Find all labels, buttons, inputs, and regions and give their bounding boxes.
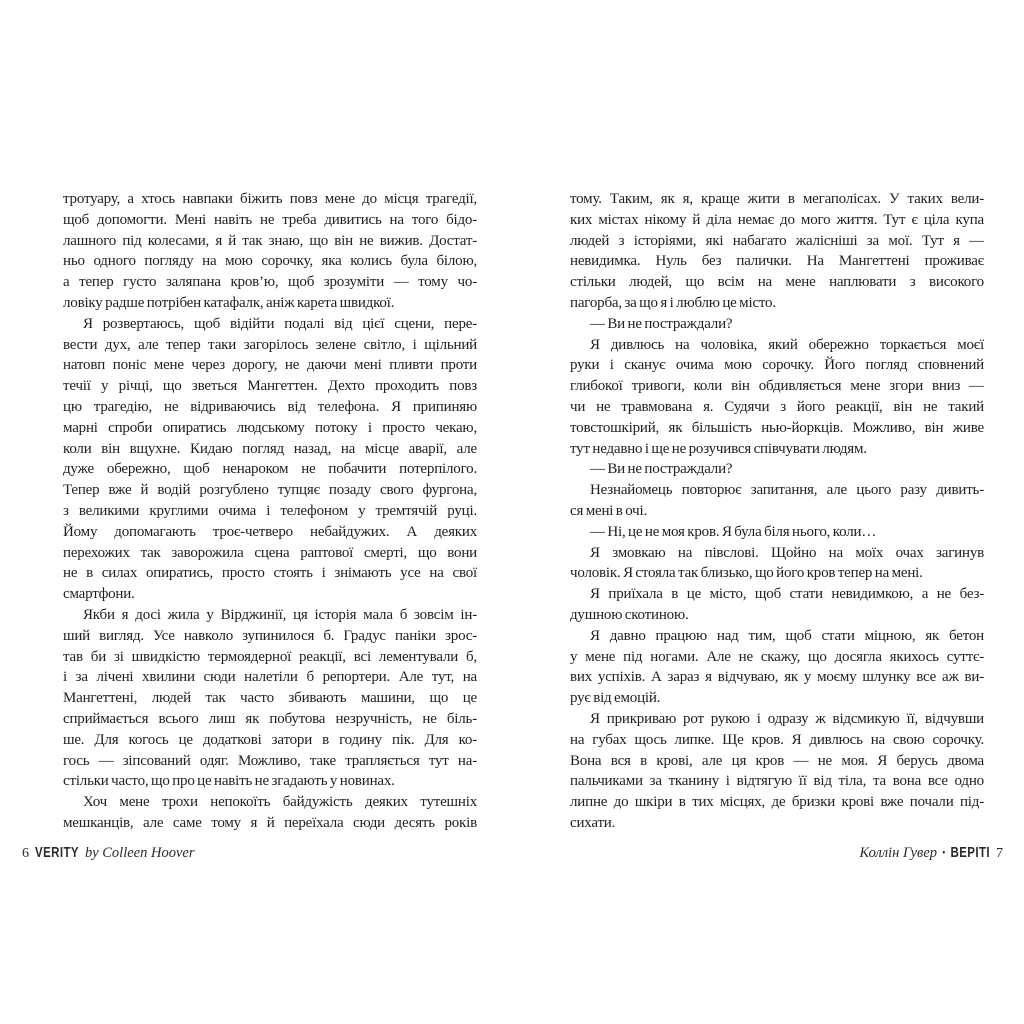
paragraph: [570, 709, 984, 834]
text-line: душною скотиною.: [570, 606, 689, 623]
text-line: Я дивлюсь на чоловіка, який обережно торкається моєї: [590, 336, 984, 353]
text-line: сихати.: [570, 814, 616, 831]
text-line: невидимка. Нуль без палички. На Мангеттені проживає: [570, 253, 984, 270]
right-page-text: [570, 189, 984, 834]
text-line: і за лічені хвилини сюди налетіли б репортери. Але тут, на: [63, 669, 477, 686]
text-line: дуже обережно, щоб ненароком не побачити потерпілого.: [63, 461, 477, 478]
text-line: людей з історіями, які набагато жалісніші за мої. Тут я —: [570, 232, 984, 249]
text-line: ший вигляд. Усе навколо зупинилося б. Градус паніки зрос-: [63, 627, 477, 644]
text-line: стільки часто, що про це навіть не згадають у новинах.: [63, 773, 395, 790]
text-line: липне до шкіри в тих місцях, де бризки крові вже почали під-: [570, 794, 984, 811]
paragraph: [570, 543, 984, 585]
text-line: з великими круглими очима і телефоном у тремтячій руці.: [63, 502, 477, 519]
text-line: на губах щось липке. Ще кров. Я дивлюсь на свою сорочку.: [570, 731, 984, 748]
text-line: Я прикриваю рот рукою і одразу ж відсмикую її, відчувши: [590, 710, 984, 727]
text-line: Якби я досі жила у Вірджинії, ця історія мала б зовсім ін-: [83, 606, 477, 623]
text-line: тому. Таким, як я, краще жити в мегаполісах. У таких вели-: [570, 191, 984, 207]
text-line: чоловік. Я стояла так близько, що його кров тепер на мені.: [570, 565, 923, 582]
text-line: тав би зі швидкістю термоядерної реакції, всі лементували б,: [63, 648, 477, 665]
right-page-footer: [860, 845, 1003, 862]
text-line: смартфони.: [63, 586, 135, 603]
paragraph: [570, 335, 984, 460]
text-line: лашного під колесами, я й так знаю, що він не вижив. Достат-: [63, 232, 477, 249]
text-line: чи не травмована я. Судячи з його реакції, він не такий: [570, 398, 984, 415]
text-line: — Ви не постраждали?: [590, 315, 733, 332]
text-line: цю трагедію, не відриваючись від телефона. Я припиняю: [63, 398, 477, 415]
text-line: рує від емоцій.: [570, 690, 661, 707]
text-line: ловіку радше потрібен катафалк, аніж карета швидкої.: [63, 294, 395, 311]
text-line: вести дух, але тепер таки загорілось зелене світло, і щільний: [63, 336, 477, 353]
text-line: стільки людей, що всім на мене наплювати з високого: [570, 274, 984, 291]
text-line: Мангеттені, людей так часто збивають машини, що це: [63, 690, 477, 707]
paragraph: [570, 480, 984, 522]
text-line: гось — зіпсований одяг. Можливо, таке трапляється тут на-: [63, 752, 477, 769]
text-line: руки і сканує очима мою сорочку. Його погляд сповнений: [570, 357, 984, 374]
paragraph: [570, 459, 984, 480]
text-line: Тепер вже й водій розгублено тупцяє позаду свого фургона,: [63, 482, 477, 499]
text-line: тротуару, а хтось навпаки біжить повз мене до місця трагедії,: [63, 191, 477, 207]
byline: by Colleen Hoover: [84, 845, 195, 861]
separator-dot-icon: •: [942, 848, 946, 859]
text-line: марні спроби опиратись людському потоку і просто чекаю,: [63, 419, 477, 436]
paragraph: [570, 626, 984, 709]
paragraph: [570, 314, 984, 335]
paragraph: [570, 189, 984, 314]
page-number-right: 7: [996, 846, 1003, 861]
text-line: Я давно працюю над тим, щоб стати міцною, як бетон: [590, 627, 984, 644]
book-title-left: VERITY: [35, 845, 79, 861]
paragraph: [63, 605, 477, 792]
text-line: ся мені в очі.: [570, 502, 648, 519]
text-line: у мене під ногами. Але не скажу, що досягла якихось суттє-: [570, 648, 984, 665]
text-line: течії у річці, що зветься Мангеттен. Дехто проходить повз: [63, 378, 477, 395]
text-line: мешканців, але саме тому я й переїхала сюди десять років: [63, 814, 477, 831]
paragraph: [570, 584, 984, 626]
text-line: щоб допомогти. Мені навіть не треба дивитись на того бідо-: [63, 211, 477, 228]
text-line: товстошкірий, як більшість нью-йоркців. Можливо, він живе: [570, 419, 984, 436]
text-line: натовп поніс мене через дорогу, не даючи мені пливти проти: [63, 357, 477, 374]
text-line: глибокої тривоги, коли він обдивляється мене згори вниз —: [570, 378, 984, 395]
text-line: тут недавно і ще не розучився співчувати людям.: [570, 440, 867, 457]
paragraph: [63, 189, 477, 314]
book-title-right: ВЕРІТІ: [950, 845, 990, 861]
left-page-footer: [22, 845, 194, 862]
text-line: коли він вщухне. Кидаю погляд назад, на місце аварії, але: [63, 440, 477, 457]
author-name: Коллін Гувер: [859, 845, 938, 861]
text-line: Хоч мене трохи непокоїть байдужість деяких тутешніх: [83, 794, 477, 811]
text-line: вих успіхів. А зараз я відчуваю, як у моєму шлунку все аж ви-: [570, 669, 984, 686]
text-line: Я розвертаюсь, щоб відійти подалі від цієї сцени, пере-: [83, 315, 477, 332]
text-line: Я змовкаю на півслові. Щойно на моїх очах загинув: [590, 544, 984, 561]
text-line: ньо одного погляду на мою сорочку, яка колись була білою,: [63, 253, 477, 270]
left-page-text: [63, 189, 477, 834]
text-line: Я приїхала в це місто, щоб стати невидимкою, а не без-: [590, 586, 984, 603]
paragraph: [63, 314, 477, 605]
paragraph: [570, 522, 984, 543]
text-line: Вона вся в крові, але ця кров — не моя. Я берусь двома: [570, 752, 984, 769]
text-line: а тепер густо заляпана кров’ю, щоб зрозуміти — тому чо-: [63, 274, 477, 291]
text-line: не в силах опиратись, просто стоять і знімають усе на свої: [63, 565, 477, 582]
text-line: Незнайомець повторює запитання, але цього разу дивить-: [590, 482, 984, 499]
text-line: — Ні, це не моя кров. Я була біля нього, коли…: [590, 523, 877, 540]
text-line: перехожих так заворожила сцена раптової смерті, що вони: [63, 544, 477, 561]
text-line: пагорба, за що я і люблю це місто.: [570, 294, 776, 311]
text-line: Йому допомагають троє-четверо небайдужих. А деяких: [63, 523, 477, 540]
text-line: ких містах нікому й діла немає до мого життя. Тут є ціла купа: [570, 211, 984, 228]
paragraph: [63, 792, 477, 834]
text-line: ше. Для когось це додаткові затори в годину пік. Для ко-: [63, 731, 477, 748]
text-line: сприймається всього лиш як побутова незручність, не біль-: [63, 710, 477, 727]
text-line: — Ви не постраждали?: [590, 461, 733, 478]
text-line: пальчиками за тканину і відтягую її від тіла, та вона все одно: [570, 773, 984, 790]
page-number-left: 6: [22, 846, 29, 861]
